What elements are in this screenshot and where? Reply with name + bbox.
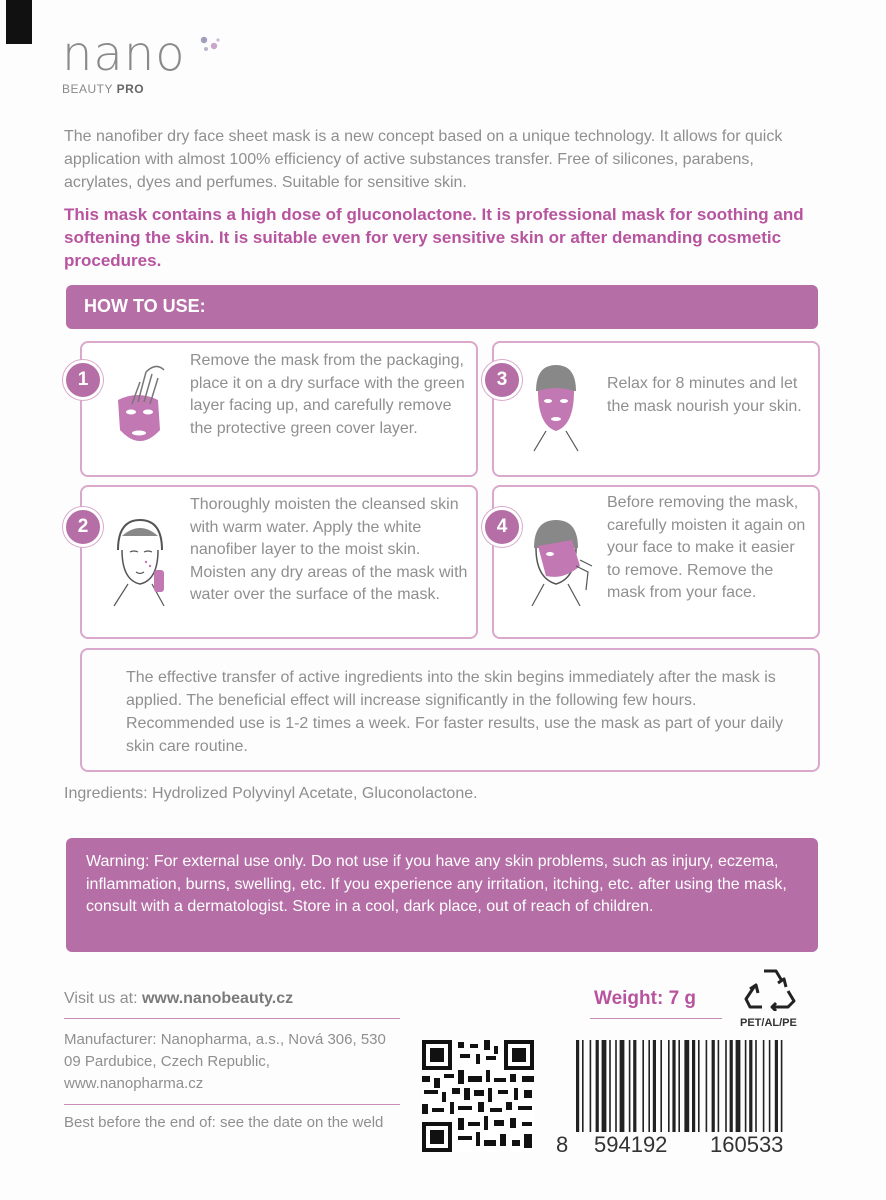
brand-logo [62, 26, 186, 96]
warning-text: Warning: For external use only. Do not use if you have any skin problems, such as injury, eczema, inflammation, burns, swelling, etc. If you experience any irritation, itching, etc. after using the mask, consult with a dermatologist. Store in a cool, dark place, out of reach of children. [86, 853, 787, 915]
manufacturer-text: Manufacturer: Nanopharma, a.s., Nová 306, 530 09 Pardubice, Czech Republic, www.nanopharma.cz [64, 1031, 386, 1092]
effect-text: The effective transfer of active ingredients into the skin begins immediately after the mask is applied. The beneficial effect will increase significantly in the following few hours. Recommended use is 1-2 times a week. For faster results, use the mask as part of your daily skin care routine. [126, 669, 784, 755]
brand-name: nano [62, 26, 186, 82]
divider-right [590, 1018, 722, 1019]
best-before-text: Best before the end of: see the date on the weld [64, 1114, 384, 1131]
ingredients-text: Ingredients: Hydrolized Polyvinyl Acetate, Gluconolactone. [64, 785, 478, 802]
divider-middle [64, 1104, 400, 1105]
website-link[interactable]: www.nanobeauty.cz [141, 990, 294, 1007]
recycle-label: PET/AL/PE [740, 1017, 797, 1029]
corner-mark [6, 0, 32, 44]
step-2-number: 2 [63, 507, 103, 547]
highlight-text: This mask contains a high dose of gluconolactone. It is professional mask for soothing and softening the skin. It is suitable even for very sensitive skin or after demanding cosmetic procedures. [64, 205, 804, 270]
barcode-digits-right: 160533 [710, 1132, 784, 1157]
step-4-number: 4 [482, 507, 522, 547]
logo-dots-icon [194, 32, 224, 62]
mask-hand-icon [108, 360, 172, 456]
intro-text: The nanofiber dry face sheet mask is a new concept based on a unique technology. It allows for quick application with almost 100% efficiency of active substances transfer. Free of silicones, parabens, acrylates, dyes and perfumes. Suitable for sensitive skin. [64, 128, 783, 191]
weight-label: Weight: 7 g [594, 988, 697, 1009]
barcode-digit-lead: 8 [556, 1132, 569, 1157]
effect-box [80, 648, 820, 772]
face-mask-icon [524, 355, 588, 455]
how-to-use-header [66, 285, 818, 329]
face-peel-icon [524, 510, 596, 610]
barcode-digits-left: 594192 [594, 1132, 668, 1157]
step-1-number: 1 [63, 360, 103, 400]
visit-line: Visit us at: www.nanobeauty.cz [64, 990, 294, 1007]
brand-subtitle: BEAUTY PRO [62, 82, 145, 96]
step-1-text: Remove the mask from the packaging, place it on a dry surface with the green layer facing up, and carefully remove the protective green cover layer. [190, 352, 465, 437]
divider-left [64, 1018, 400, 1019]
step-3-text: Relax for 8 minutes and let the mask nourish your skin. [607, 375, 802, 415]
face-spray-icon [108, 510, 172, 610]
barcode [576, 1040, 820, 1132]
recycle-icon [744, 965, 796, 1011]
warning-box [66, 838, 818, 952]
step-3-number: 3 [482, 360, 522, 400]
step-2-text: Thoroughly moisten the cleansed skin with warm water. Apply the white nanofiber layer to the moist skin. Moisten any dry areas of the mask with water over the surface of the mask. [190, 496, 468, 603]
step-4-text: Before removing the mask, carefully moisten it again on your face to make it easier to remove. Remove the mask from your face. [607, 494, 806, 601]
how-to-use-title: HOW TO USE: [84, 296, 206, 316]
qr-code[interactable] [422, 1040, 534, 1152]
